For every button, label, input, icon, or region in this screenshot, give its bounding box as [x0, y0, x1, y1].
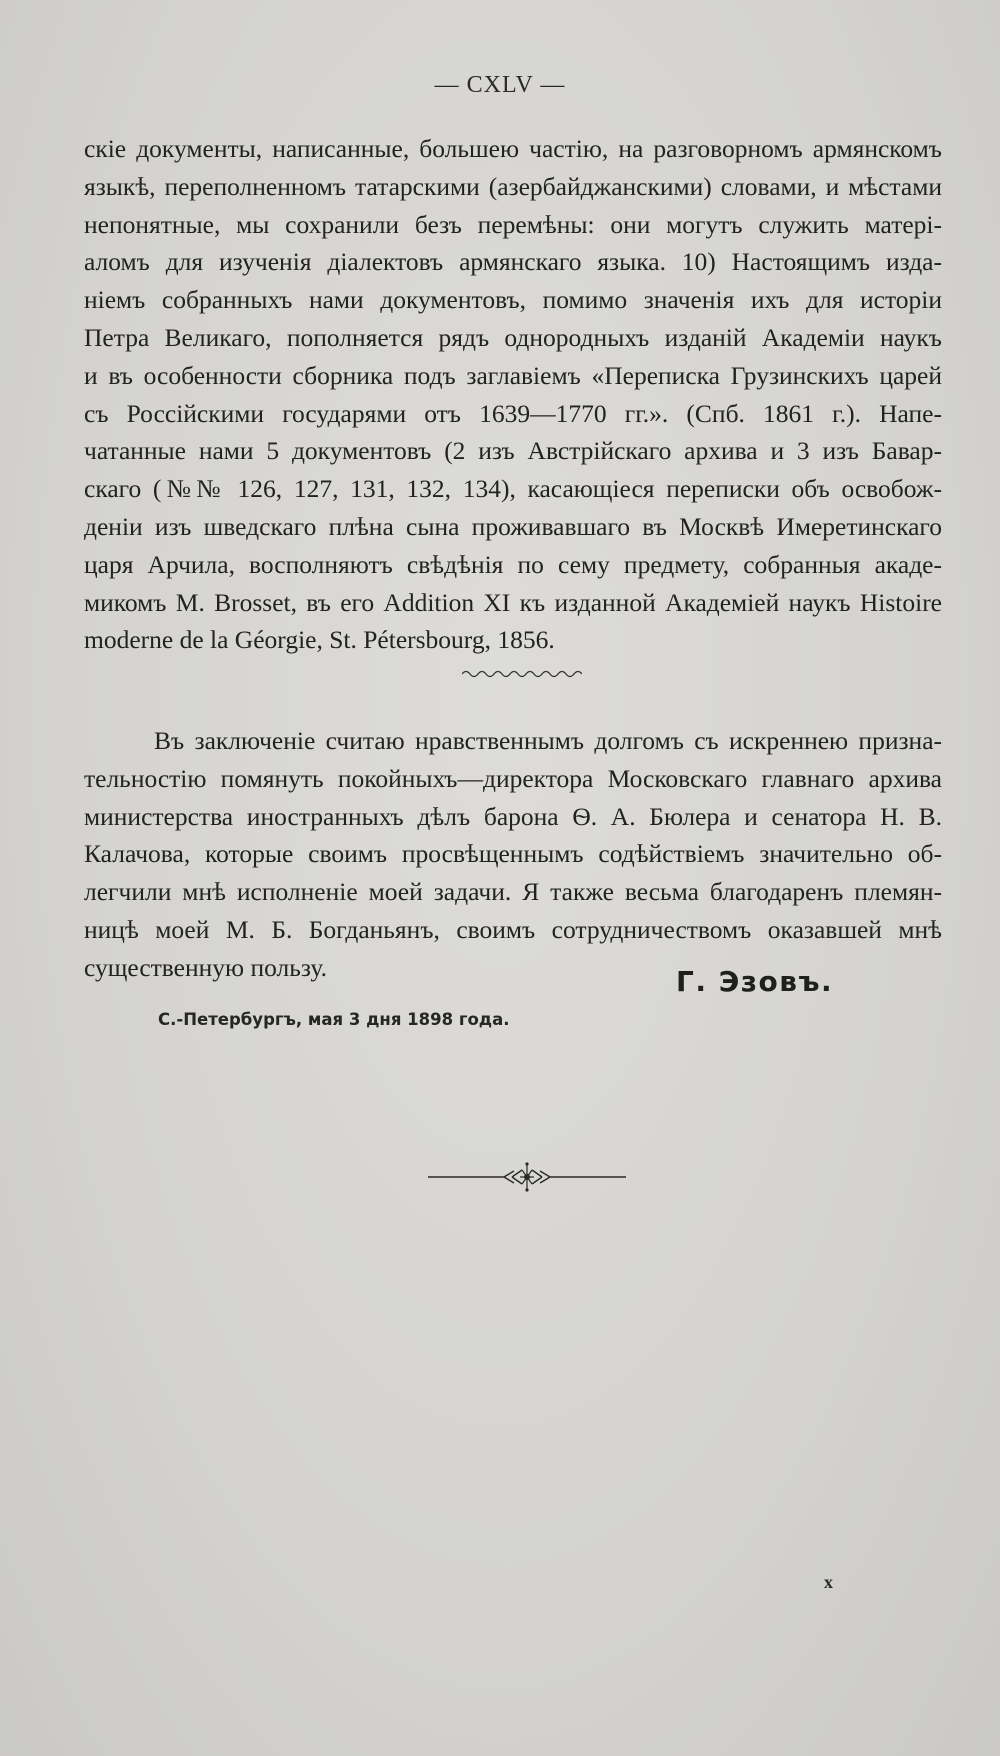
- text-line: moderne de la Géorgie, St. Pétersbourg, 1856.: [84, 625, 555, 655]
- text-line: Калачова, которые своимъ просвѣщеннымъ содѣйствіемъ значительно об-: [84, 839, 942, 869]
- text-line: ницѣ моей М. Б. Богданьянъ, своимъ сотрудничествомъ оказавшей мнѣ: [84, 914, 942, 944]
- page-number-header: — CXLV —: [434, 72, 566, 98]
- dateline: С.-Петербургъ, мая 3 дня 1898 года.: [158, 1010, 510, 1029]
- text-line: скаго (№№ 126, 127, 131, 132, 134), касающіеся переписки объ освобож-: [84, 474, 942, 504]
- text-line: тельностію помянуть покойныхъ—директора Московскаго главнаго архива: [84, 763, 942, 793]
- text-line: чатанные нами 5 документовъ (2 изъ Австрійскаго архива и 3 изъ Бавар-: [84, 436, 942, 466]
- text-line: царя Арчила, восполняютъ свѣдѣнія по сему предмету, собранныя акаде-: [84, 549, 942, 579]
- text-line: деніи изъ шведскаго плѣна сына проживавшаго въ Москвѣ Имеретинскаго: [84, 511, 942, 541]
- paragraph-1: [84, 130, 942, 659]
- text-line: министерства иностранныхъ дѣлъ барона Ѳ. А. Бюлера и сенатора Н. В.: [84, 801, 942, 831]
- text-line: существенную пользу.: [84, 952, 327, 982]
- text-line: языкѣ, переполненномъ татарскими (азербайджанскими) словами, и мѣстами: [84, 171, 942, 201]
- text-line: съ Россійскими государями отъ 1639—1770 гг.». (Спб. 1861 г.). Напе-: [84, 398, 942, 428]
- text-line: скіе документы, написанные, большею частію, на разговорномъ армянскомъ: [84, 134, 942, 163]
- text-line: ніемъ собранныхъ нами документовъ, помимо значенія ихъ для исторіи: [84, 285, 942, 315]
- text-line: Петра Великаго, пополняется рядъ однородныхъ изданій Академіи наукъ: [84, 322, 942, 352]
- ornament-divider-icon: [428, 1160, 626, 1194]
- wavy-divider: [462, 668, 582, 680]
- paragraph-2: [84, 722, 942, 987]
- text-line: микомъ M. Brosset, въ его Addition XI къ изданной Академіей наукъ Histoire: [84, 587, 942, 617]
- author-signature: Г. Эзовъ.: [676, 965, 834, 998]
- text-line: аломъ для изученія діалектовъ армянскаго языка. 10) Настоящимъ изда-: [84, 247, 942, 277]
- printer-signature-mark: x: [824, 1572, 833, 1592]
- text-line: и въ особенности сборника подъ заглавіемъ «Переписка Грузинскихъ царей: [84, 360, 942, 390]
- text-line: непонятные, мы сохранили безъ перемѣны: они могутъ служить матері-: [84, 209, 942, 239]
- text-line: Въ заключеніе считаю нравственнымъ долгомъ съ искреннею призна-: [154, 726, 942, 755]
- text-line: легчили мнѣ исполненіе моей задачи. Я также весьма благодаренъ племян-: [84, 877, 942, 907]
